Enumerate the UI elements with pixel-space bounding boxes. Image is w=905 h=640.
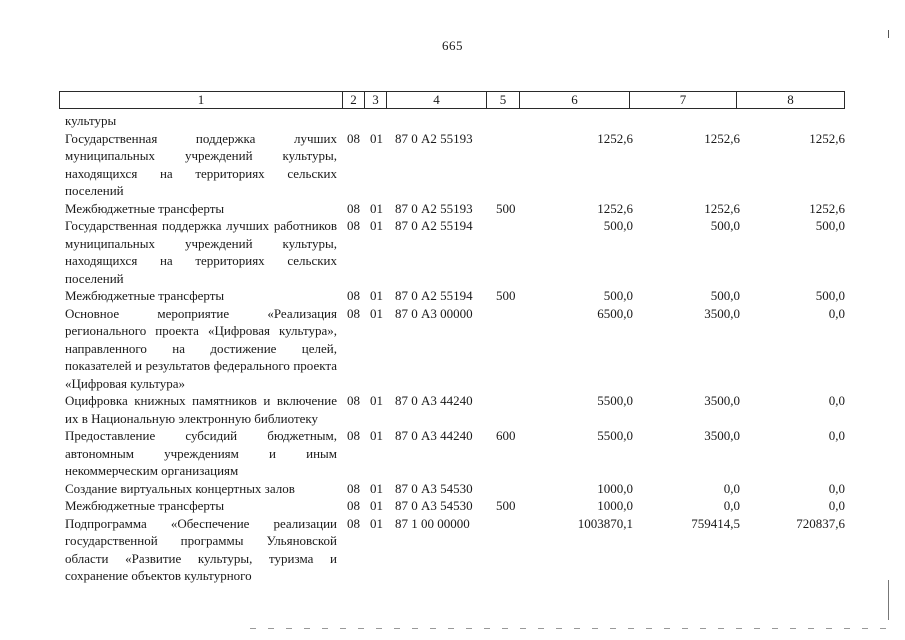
row-name: Межбюджетные трансферты — [65, 288, 225, 303]
subsection-code: 01 — [370, 288, 383, 303]
column-header: 3 — [365, 92, 387, 109]
column-header: 8 — [737, 92, 845, 109]
subsection-code: 01 — [370, 515, 383, 531]
table-row — [65, 130, 855, 200]
amount-col8: 0,0 — [828, 498, 845, 513]
row-name: Предоставление субсидий бюджетным, автономным учреждениям и иным некоммерческим организациям — [65, 428, 337, 478]
row-name: Создание виртуальных концертных залов — [65, 480, 295, 496]
amount-col6: 1252,6 — [597, 130, 633, 146]
table-row — [65, 217, 855, 287]
row-name: Государственная поддержка лучших работников муниципальных учреждений культуры, находящихся на территориях сельских поселений — [65, 218, 337, 286]
section-code: 08 — [347, 305, 360, 321]
budget-table-body — [65, 112, 855, 585]
amount-col7: 3500,0 — [704, 393, 740, 408]
column-header-table — [59, 91, 845, 109]
scan-artifact — [250, 628, 890, 629]
target-article-code: 87 0 А3 44240 — [395, 393, 473, 408]
amount-col6: 1003870,1 — [577, 515, 633, 531]
table-row — [65, 287, 855, 305]
subsection-code: 01 — [370, 428, 383, 443]
target-article-code: 87 0 А2 55193 — [395, 200, 473, 216]
section-code: 08 — [347, 218, 360, 233]
amount-col6: 1000,0 — [597, 498, 633, 513]
row-name: Межбюджетные трансферты — [65, 498, 225, 513]
amount-col8: 500,0 — [815, 288, 845, 303]
table-row — [65, 427, 855, 480]
row-name: культуры — [65, 113, 117, 128]
amount-col8: 0,0 — [828, 305, 845, 321]
target-article-code: 87 0 А3 54530 — [395, 480, 473, 496]
row-name: Основное мероприятие «Реализация регионального проекта «Цифровая культура», направленного на достижение целей, показателей и результатов федерального проекта «Цифровая культура» — [65, 305, 337, 391]
subsection-code: 01 — [370, 200, 383, 216]
section-code: 08 — [347, 393, 360, 408]
subsection-code: 01 — [370, 130, 383, 146]
table-row — [65, 112, 855, 130]
expense-type-code: 600 — [496, 428, 516, 443]
amount-col7: 0,0 — [723, 480, 740, 496]
section-code: 08 — [347, 200, 360, 216]
amount-col6: 500,0 — [603, 218, 633, 233]
margin-mark — [888, 30, 889, 38]
amount-col8: 720837,6 — [796, 515, 845, 531]
amount-col6: 5500,0 — [597, 393, 633, 408]
page-number: 665 — [442, 38, 463, 53]
target-article-code: 87 0 А3 54530 — [395, 498, 473, 513]
table-row — [65, 392, 855, 427]
row-name: Оцифровка книжных памятников и включение их в Национальную электронную библиотеку — [65, 393, 337, 426]
amount-col7: 500,0 — [710, 288, 740, 303]
amount-col8: 0,0 — [828, 393, 845, 408]
amount-col6: 500,0 — [603, 288, 633, 303]
target-article-code: 87 0 А2 55193 — [395, 130, 473, 146]
amount-col7: 759414,5 — [691, 515, 740, 531]
section-code: 08 — [347, 515, 360, 531]
section-code: 08 — [347, 480, 360, 496]
column-header: 4 — [387, 92, 487, 109]
expense-type-code: 500 — [496, 200, 516, 216]
column-header: 1 — [60, 92, 343, 109]
row-name: Государственная поддержка лучших муниципальных учреждений культуры, находящихся на территориях сельских поселений — [65, 130, 337, 198]
table-row — [65, 480, 855, 498]
target-article-code: 87 0 А3 44240 — [395, 428, 473, 443]
amount-col6: 1000,0 — [597, 480, 633, 496]
amount-col6: 6500,0 — [597, 305, 633, 321]
column-header: 7 — [630, 92, 737, 109]
section-code: 08 — [347, 288, 360, 303]
expense-type-code: 500 — [496, 288, 516, 303]
amount-col7: 1252,6 — [704, 200, 740, 216]
subsection-code: 01 — [370, 480, 383, 496]
row-name: Межбюджетные трансферты — [65, 200, 225, 216]
column-header: 5 — [487, 92, 520, 109]
amount-col7: 0,0 — [723, 498, 740, 513]
amount-col8: 0,0 — [828, 480, 845, 496]
target-article-code: 87 0 А3 00000 — [395, 305, 473, 321]
column-header: 2 — [343, 92, 365, 109]
amount-col8: 0,0 — [828, 428, 845, 443]
amount-col7: 3500,0 — [704, 305, 740, 321]
subsection-code: 01 — [370, 218, 383, 233]
expense-type-code: 500 — [496, 498, 516, 513]
amount-col8: 500,0 — [815, 218, 845, 233]
table-row — [65, 497, 855, 515]
amount-col6: 5500,0 — [597, 428, 633, 443]
margin-mark — [888, 580, 889, 620]
table-row — [65, 515, 855, 585]
target-article-code: 87 1 00 00000 — [395, 515, 470, 531]
row-name: Подпрограмма «Обеспечение реализации государственной программы Ульяновской области «Развитие культуры, туризма и сохранение объектов культурного — [65, 515, 337, 583]
subsection-code: 01 — [370, 498, 383, 513]
subsection-code: 01 — [370, 393, 383, 408]
table-row — [65, 200, 855, 218]
section-code: 08 — [347, 428, 360, 443]
amount-col7: 1252,6 — [704, 130, 740, 146]
table-row — [65, 305, 855, 393]
amount-col6: 1252,6 — [597, 200, 633, 216]
subsection-code: 01 — [370, 305, 383, 321]
amount-col7: 500,0 — [710, 218, 740, 233]
amount-col7: 3500,0 — [704, 428, 740, 443]
target-article-code: 87 0 А2 55194 — [395, 288, 473, 303]
amount-col8: 1252,6 — [809, 200, 845, 216]
target-article-code: 87 0 А2 55194 — [395, 218, 473, 233]
section-code: 08 — [347, 498, 360, 513]
section-code: 08 — [347, 130, 360, 146]
column-header: 6 — [520, 92, 630, 109]
amount-col8: 1252,6 — [809, 130, 845, 146]
